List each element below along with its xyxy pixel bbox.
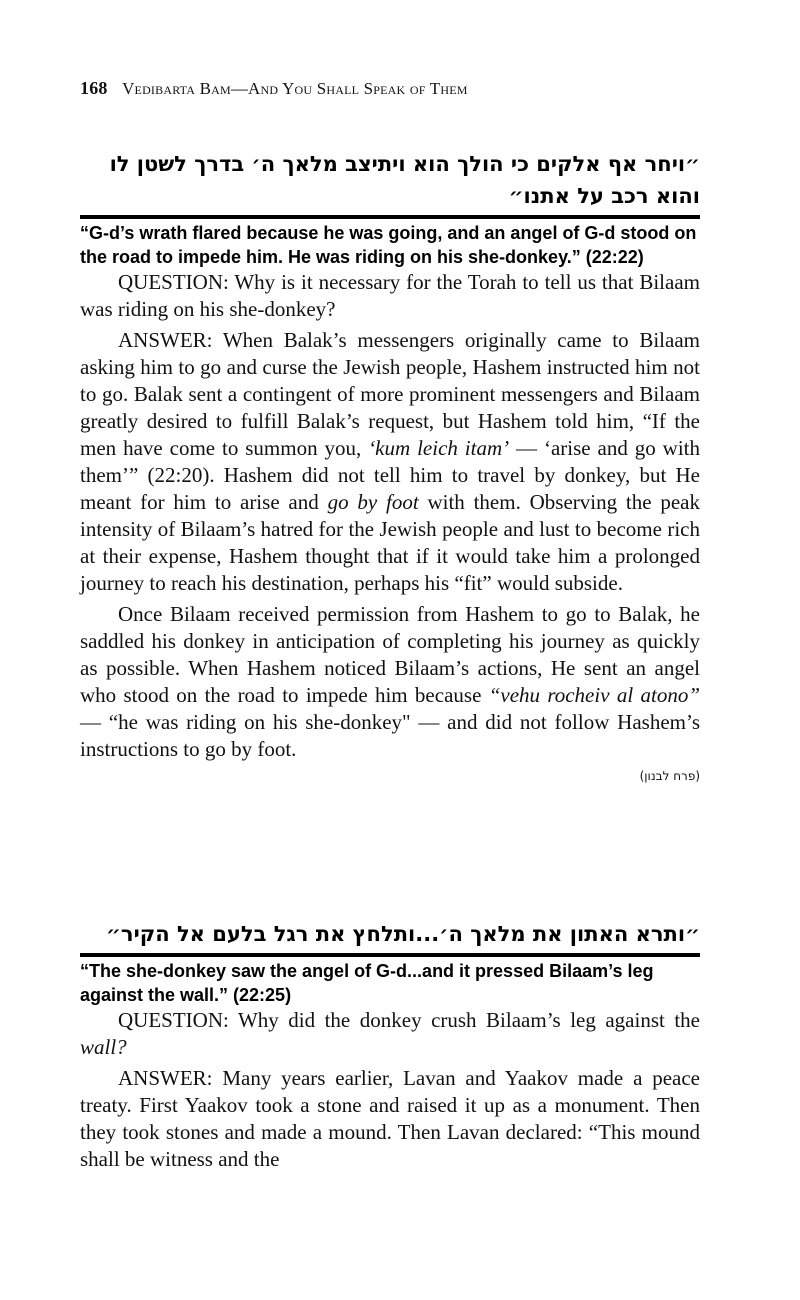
- running-header: [80, 78, 468, 99]
- verse-translation-heading: “G-d’s wrath flared because he was going, and an angel of G-d stood on the road to impede him. He was riding on his she-donkey.” (22:22): [80, 223, 697, 267]
- page-number: 168: [80, 78, 108, 98]
- running-title: Vedibarta Bam—And You Shall Speak of Them: [122, 79, 468, 98]
- answer-text-start: ANSWER: When Balak’s messengers originally came to Bilaam asking him to go and curse the Jewish people, Hashem instructed him not to go. Balak sent a contingent of more prominent messengers and Bilaam greatly desired to fulfill Balak’s request, but Hashem told him, “If the men have come to summon you,: [80, 328, 700, 460]
- commentary-body: [80, 1007, 700, 1173]
- section-divider: [80, 215, 700, 219]
- continuation-paragraph: [80, 601, 700, 763]
- continuation-text-start: Once Bilaam received permission from Hashem to go to Balak, he saddled his donkey in anticipation of completing his journey as quickly as possible. When Hashem noticed Bilaam’s actions, He sent an angel who stood on the road to impede him because: [80, 602, 700, 707]
- continuation-italic-phrase: “vehu rocheiv al atono”: [488, 683, 700, 707]
- verse-translation-heading: “The she-donkey saw the angel of G-d...and it pressed Bilaam’s leg against the wall.” (22:25): [80, 961, 654, 1005]
- section-verse-22-22: [80, 148, 700, 783]
- commentary-body: [80, 269, 700, 763]
- question-text: QUESTION: Why did the donkey crush Bilaam’s leg against the: [118, 1008, 700, 1032]
- continuation-text-end: — “he was riding on his she-donkey" — and did not follow Hashem’s instructions to go by foot.: [80, 710, 700, 761]
- answer-paragraph: [80, 327, 700, 597]
- section-verse-22-25: [80, 918, 700, 1173]
- section-divider: [80, 953, 700, 957]
- question-paragraph: [80, 1007, 700, 1061]
- answer-italic-phrase: ‘kum leich itam’: [368, 436, 510, 460]
- source-citation: (פרח לבנון): [639, 769, 700, 783]
- hebrew-verse: ״ותרא האתון את מלאך ה׳...ותלחץ את רגל בלעם אל הקיר״: [106, 922, 700, 946]
- answer-paragraph: ANSWER: Many years earlier, Lavan and Yaakov made a peace treaty. First Yaakov took a stone and raised it up as a monument. Then they took stones and made a mound. Then Lavan declared: “This mound shall be witness and the: [80, 1066, 700, 1171]
- question-paragraph: QUESTION: Why is it necessary for the Torah to tell us that Bilaam was riding on his she-donkey?: [80, 270, 700, 321]
- answer-italic-phrase-2: go by foot: [327, 490, 419, 514]
- hebrew-verse: ״ויחר אף אלקים כי הולך הוא ויתיצב מלאך ה׳ בדרך לשטן לו והוא רכב על אתנו״: [109, 152, 700, 208]
- answer-text-end: with them. Observing the peak intensity of Bilaam’s hatred for the Jewish people and lust to become rich at their expense, Hashem thought that if it would take him a prolonged journey to reach his destination, perhaps his “fit” would subside.: [80, 490, 701, 595]
- question-italic-word: wall?: [80, 1035, 127, 1059]
- answer-text-mid: — ‘arise and go with them’” (22:20). Hashem did not tell him to travel by donkey, but He meant for him to arise and: [80, 436, 700, 514]
